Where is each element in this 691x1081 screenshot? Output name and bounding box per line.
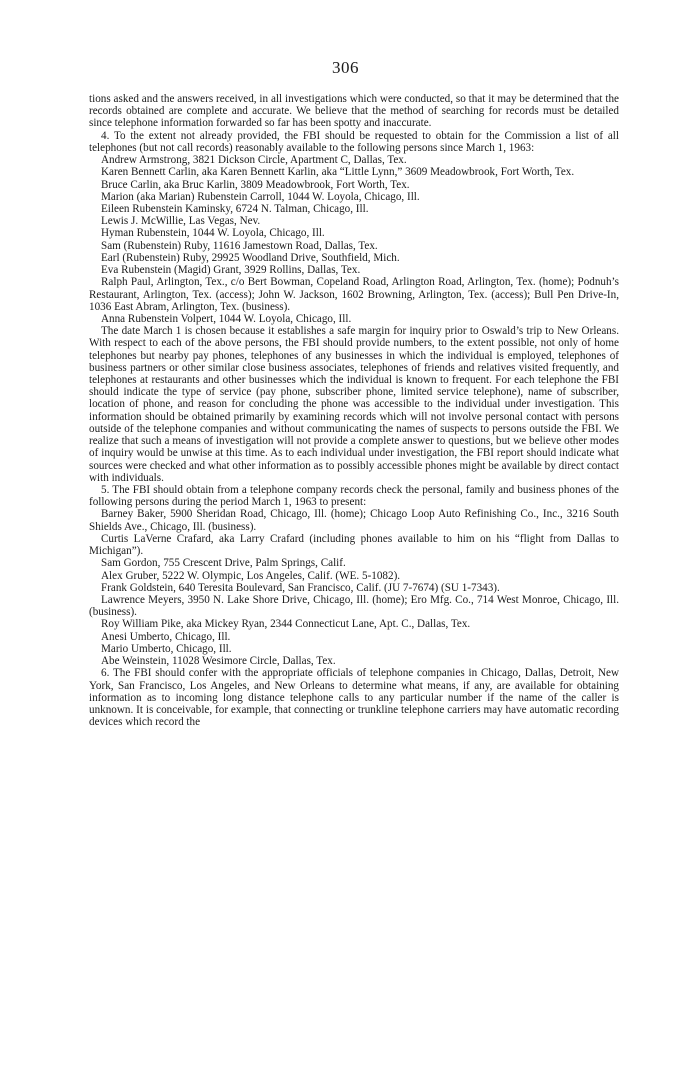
paragraph-item-5: 5. The FBI should obtain from a telephone company records check the personal, family and business phones of the following persons during the period March 1, 1963 to present:: [89, 484, 619, 509]
person-entry: Anesi Umberto, Chicago, Ill.: [101, 630, 231, 643]
person-entry: Marion (aka Marian) Rubenstein Carroll, 1044 W. Loyola, Chicago, Ill.: [101, 190, 420, 203]
person-entry: Hyman Rubenstein, 1044 W. Loyola, Chicago, Ill.: [101, 227, 325, 240]
person-entry: Andrew Armstrong, 3821 Dickson Circle, Apartment C, Dallas, Tex.: [101, 154, 407, 167]
person-entry: Eva Rubenstein (Magid) Grant, 3929 Rollins, Dallas, Tex.: [101, 264, 361, 277]
person-entry: Frank Goldstein, 640 Teresita Boulevard, San Francisco, Calif. (JU 7-7674) (SU 1-7343).: [101, 581, 500, 594]
person-entry: Lewis J. McWillie, Las Vegas, Nev.: [101, 215, 261, 228]
paragraph-continuation: tions asked and the answers received, in all investigations which were conducted, so that it may be determined that the records obtained are complete and accurate. We believe that the method of searching for records must be detailed since telephone information forwarded so far has been spotty and inaccurate.: [89, 93, 619, 130]
person-entry: Earl (Rubenstein) Ruby, 29925 Woodland Drive, Southfield, Mich.: [101, 251, 400, 264]
person-entry: Curtis LaVerne Crafard, aka Larry Crafard (including phones available to him on his “flight from Dallas to Michigan”).: [89, 532, 619, 558]
person-entry: Lawrence Meyers, 3950 N. Lake Shore Drive, Chicago, Ill. (home); Ero Mfg. Co., 714 West Monroe, Chicago, Ill. (business).: [89, 593, 619, 619]
person-entry: Eileen Rubenstein Kaminsky, 6724 N. Talman, Chicago, Ill.: [101, 202, 369, 215]
person-entry: Karen Bennett Carlin, aka Karen Bennett Karlin, aka “Little Lynn,” 3609 Meadowbrook, Fort Worth, Tex.: [101, 166, 575, 179]
paragraph-item-6: 6. The FBI should confer with the appropriate officials of telephone companies in Chicago, Dallas, Detroit, New York, San Francisco, Los Angeles, and New Orleans to determine what means, if any, are available for obtaining information as to incoming long distance telephone calls to any particular number if the name of the caller is unknown. It is conceivable, for example, that connecting or trunkline telephone carriers may have automatic recording devices which record the: [89, 667, 619, 729]
paragraph-item-4: 4. To the extent not already provided, the FBI should be requested to obtain for the Commission a list of all telephones (but not call records) reasonably available to the following persons since March 1, 1963:: [89, 129, 619, 154]
person-entry: Anna Rubenstein Volpert, 1044 W. Loyola, Chicago, Ill.: [101, 312, 352, 325]
page-number: 306: [332, 58, 359, 77]
person-entry: Roy William Pike, aka Mickey Ryan, 2344 Connecticut Lane, Apt. C., Dallas, Tex.: [101, 618, 471, 631]
person-entry: Abe Weinstein, 11028 Wesimore Circle, Dallas, Tex.: [101, 655, 336, 668]
person-entry: Ralph Paul, Arlington, Tex., c/o Bert Bowman, Copeland Road, Arlington Road, Arlington, Tex. (home); Podnuh’s Restaurant, Arlington, Tex. (access); John W. Jackson, 1602 Browning, Arlington, Tex. (access); Bull Pen Drive-In, 1036 East Abram, Arlington, Tex. (business).: [89, 276, 619, 313]
person-entry: Alex Gruber, 5222 W. Olympic, Los Angeles, Calif. (WE. 5-1082).: [101, 569, 401, 582]
person-entry: Sam Gordon, 755 Crescent Drive, Palm Springs, Calif.: [101, 557, 346, 570]
person-entry: Sam (Rubenstein) Ruby, 11616 Jamestown Road, Dallas, Tex.: [101, 239, 378, 252]
body-text: [89, 93, 619, 728]
person-entry: Barney Baker, 5900 Sheridan Road, Chicago, Ill. (home); Chicago Loop Auto Refinishing Co., Inc., 3216 South Shields Ave., Chicago, Ill. (business).: [89, 508, 619, 533]
paragraph-explanation: The date March 1 is chosen because it establishes a safe margin for inquiry prior to Oswald’s trip to New Orleans. With respect to each of the above persons, the FBI should provide numbers, to the extent possible, not only of home telephones but nearby pay phones, telephones of any businesses in which the individual is employed, telephones of business partners or other similar close business associates, telephones of friends and relatives visited frequently, and telephones at restaurants and other businesses which the individual is known to frequent. For each telephone the FBI should indicate the type of service (pay phone, subscriber phone, limited service telephone), name of subscriber, location of phone, and reason for concluding the phone was accessible to the individual under investigation. This information should be obtained primarily by examining records which will not involve personal contact with persons outside of the telephone companies and without communicating the names of suspects to persons outside the FBI. We realize that such a means of investigation will not provide a complete answer to questions, but we believe other modes of inquiry would be unwise at this time. As to each individual under investigation, the FBI report should indicate what sources were checked and what other information as to possibly accessible phones might be available by direct contact with individuals.: [89, 325, 619, 484]
person-entry: Bruce Carlin, aka Bruc Karlin, 3809 Meadowbrook, Fort Worth, Tex.: [101, 178, 410, 191]
person-entry: Mario Umberto, Chicago, Ill.: [101, 642, 232, 655]
